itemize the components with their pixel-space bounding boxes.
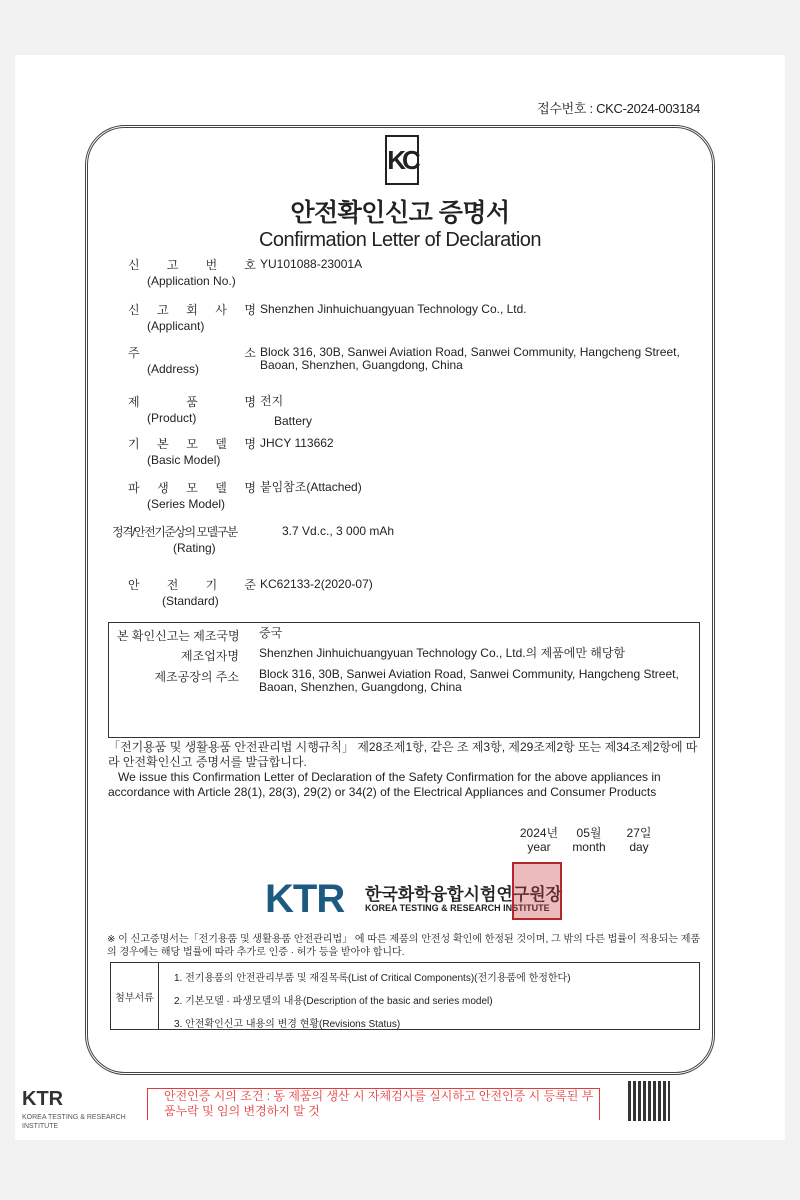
year-value: 2024년 bbox=[519, 826, 559, 840]
statement-block bbox=[108, 740, 708, 800]
year-label: year bbox=[527, 840, 551, 854]
ktr-logo: KTR bbox=[265, 877, 345, 921]
field-sublabel: (Applicant) bbox=[147, 319, 205, 333]
issuer-name-korean: 한국화학융합시험연구원장 bbox=[365, 885, 563, 904]
title-korean: 안전확인신고 증명서 bbox=[290, 199, 510, 227]
field-value: 3.7 Vd.c., 3 000 mAh bbox=[282, 524, 395, 538]
receipt-number: 접수번호 : CKC-2024-003184 bbox=[537, 101, 700, 116]
field-value: Block 316, 30B, Sanwei Aviation Road, Sanwei Community, Hangcheng Street, Baoan, Shenzhen, Guangdong, China bbox=[260, 345, 680, 372]
scope-value: Shenzhen Jinhuichuangyuan Technology Co., Ltd.의 제품에만 해당함 bbox=[259, 646, 626, 660]
field-sublabel: (Series Model) bbox=[147, 497, 226, 511]
field-value: 붙임참조(Attached) bbox=[260, 480, 362, 494]
field-value: JHCY 113662 bbox=[260, 436, 334, 450]
field-label: 주 소 bbox=[128, 346, 256, 360]
attachment-item: 3. 안전확인신고 내용의 변경 현황(Revisions Status) bbox=[174, 1019, 401, 1030]
field-label: 정격/안전기준상의 모델구분 bbox=[112, 525, 237, 539]
field-label: 제 품 명 bbox=[128, 395, 256, 409]
field-value: Shenzhen Jinhuichuangyuan Technology Co., Ltd. bbox=[260, 302, 527, 316]
field-value: YU101088-23001A bbox=[260, 257, 363, 271]
attachments-table bbox=[110, 962, 700, 1030]
title-english: Confirmation Letter of Declaration bbox=[258, 229, 542, 251]
field-label: 파 생 모 델 명 bbox=[128, 481, 256, 495]
date-month bbox=[566, 826, 612, 854]
official-seal-stamp bbox=[512, 862, 562, 920]
field-sublabel: (Address) bbox=[147, 362, 200, 376]
field-sublabel: (Product) bbox=[147, 411, 197, 425]
field-value: 전지 bbox=[260, 394, 284, 408]
date-year bbox=[516, 826, 562, 854]
field-sublabel: (Rating) bbox=[173, 541, 216, 555]
day-label: day bbox=[629, 840, 649, 854]
field-sublabel: (Application No.) bbox=[147, 274, 236, 288]
scope-value: 중국 bbox=[259, 626, 283, 640]
scope-value: Block 316, 30B, Sanwei Aviation Road, Sanwei Community, Hangcheng Street, Baoan, Shenzhen, Guangdong, China bbox=[259, 667, 679, 694]
field-value-english: Battery bbox=[274, 414, 313, 428]
field-label: 기 본 모 델 명 bbox=[128, 437, 256, 451]
field-label: 신 고 번 호 bbox=[128, 258, 256, 272]
day-value: 27일 bbox=[626, 826, 652, 840]
statement-english: We issue this Confirmation Letter of Declaration of the Safety Confirmation for the above appliances in accordance with Article 28(1), 28(3), 29(2) or 34(2) of the Electrical Appliances and Consumer Products bbox=[108, 770, 661, 799]
statement-korean: 「전기용품 및 생활용품 안전관리법 시행규칙」 제28조제1항, 같은 조 제3항, 제29조제2항 또는 제34조제2항에 따라 안전확인신고 증명서를 발급합니다. bbox=[108, 740, 698, 769]
scope-label: 제조공장의 주소 bbox=[154, 670, 239, 684]
issuer-name-english: KOREA TESTING & RESEARCH INSTITUTE bbox=[365, 903, 550, 913]
field-label: 신 고 회 사 명 bbox=[128, 303, 256, 317]
field-sublabel: (Standard) bbox=[162, 594, 219, 608]
month-label: month bbox=[572, 840, 606, 854]
note-and-attachments bbox=[107, 933, 707, 1030]
month-value: 05월 bbox=[576, 826, 602, 840]
date-day bbox=[616, 826, 662, 854]
field-label: 안 전 기 준 bbox=[128, 578, 256, 592]
field-value: KC62133-2(2020-07) bbox=[260, 577, 373, 591]
attachment-item: 1. 전기용품의 안전관리부품 및 재질목록(List of Critical Components)(전기용품에 한정한다) bbox=[174, 973, 571, 984]
footer-ktr-logo: KTR bbox=[22, 1088, 64, 1110]
manufacturer-scope-box bbox=[108, 622, 700, 738]
attachments-header: 첨부서류 bbox=[111, 963, 159, 1029]
kc-mark-logo: KC bbox=[385, 135, 419, 185]
qr-code[interactable] bbox=[628, 1081, 670, 1121]
attachment-item: 2. 기본모델 · 파생모델의 내용(Description of the basic and series model) bbox=[174, 996, 493, 1007]
field-sublabel: (Basic Model) bbox=[147, 453, 221, 467]
scope-label: 제조업자명 bbox=[181, 649, 239, 663]
legal-note: ※ 이 신고증명서는「전기용품 및 생활용품 안전관리법」 에 따른 제품의 안전성 확인에 한정된 것이며, 그 밖의 다른 법률이 적용되는 제품의 경우에는 해당 법률에 따라 추가로 인증 · 허가 등을 받아야 합니다. bbox=[107, 934, 701, 958]
footer-ktr-subtitle: KOREA TESTING & RESEARCH INSTITUTE bbox=[22, 1114, 126, 1130]
certification-condition-notice: 안전인증 시의 조건 : 동 제품의 생산 시 자체검사를 실시하고 안전인증 시 등록된 부품누락 및 임의 변경하지 말 것 bbox=[147, 1088, 600, 1120]
scope-label: 본 확인신고는 제조국명 bbox=[117, 629, 240, 643]
